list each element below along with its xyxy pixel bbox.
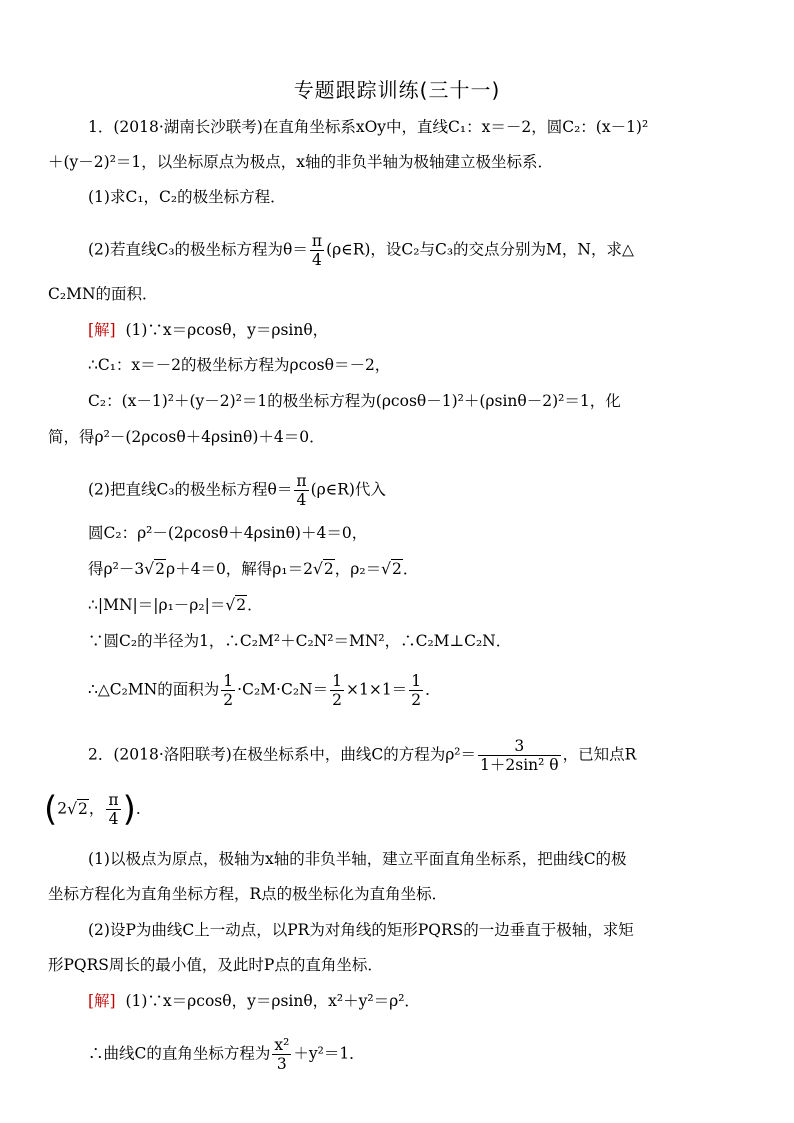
- q1-solution-2: ∴C₁：x＝－2的极坐标方程为ρcosθ＝－2，: [88, 356, 391, 374]
- fraction: $\frac{\text{x²}}{3}$: [274, 1036, 290, 1073]
- q1-part2: (2)若直线C₃的极坐标方程为θ＝ $\frac{\pi}{4}$ (ρ∈R)，设C₂与C₃的交点分别为M，N，求△: [88, 232, 634, 269]
- q2-point-r: (2√2， $\frac{\pi}{4}$ )．: [44, 789, 152, 830]
- q1-solution-5: (2)把直线C₃的极坐标方程θ＝ $\frac{\pi}{4}$ (ρ∈R)代入: [88, 472, 386, 509]
- q2-part2-line1: (2)设P为曲线C上一动点，以PR为对角线的矩形PQRS的一边垂直于极轴，求矩: [88, 921, 634, 939]
- q1-solution-3: C₂：(x－1)²＋(y－2)²＝1的极坐标方程为(ρcosθ－1)²＋(ρsinθ－2)²＝1，化: [88, 392, 621, 410]
- fraction: $\frac{\pi}{4}$: [296, 472, 307, 509]
- q2-solution-2: ∴曲线C的直角坐标方程为 $\frac{\text{x²}}{3}$ ＋y²＝1．: [88, 1036, 365, 1073]
- q1-part2-cont: C₂MN的面积．: [48, 285, 158, 303]
- q1-solution-10: ∴△C₂MN的面积为 $\frac{1}{2}$ ·C₂M·C₂N＝ $\frac{1}{2}$ ×1×1＝ $\frac{1}{2}$ ．: [88, 672, 441, 709]
- page-title: 专题跟踪训练(三十一): [293, 78, 501, 102]
- q1-solution-6: 圆C₂：ρ²－(2ρcosθ＋4ρsinθ)＋4＝0，: [88, 524, 368, 542]
- q1-solution-1: [解] (1)∵x＝ρcosθ，y＝ρsinθ，: [88, 321, 329, 339]
- q1-stem-line1: 1．(2018·湖南长沙联考)在直角坐标系xOy中，直线C₁：x＝－2，圆C₂：(x－1)²: [88, 118, 649, 136]
- q2-solution-1: [解] (1)∵x＝ρcosθ，y＝ρsinθ，x²＋y²＝ρ²．: [88, 992, 420, 1010]
- q1-solution-7: 得ρ²－3√2ρ＋4＝0，解得ρ₁＝2√2，ρ₂＝√2．: [88, 560, 419, 578]
- q2-part1-line1: (1)以极点为原点，极轴为x轴的非负半轴，建立平面直角坐标系，把曲线C的极: [88, 850, 627, 868]
- fraction: $\frac{\pi}{4}$: [311, 232, 323, 269]
- fraction: $\frac{\pi}{4}$: [108, 791, 119, 828]
- q1-solution-4: 简，得ρ²－(2ρcosθ＋4ρsinθ)＋4＝0．: [48, 428, 325, 446]
- q1-solution-8: ∴|MN|＝|ρ₁－ρ₂|＝√2．: [88, 596, 263, 614]
- solution-tag: [解]: [88, 321, 116, 339]
- solution-tag: [解]: [88, 992, 116, 1010]
- fraction: $\frac{1}{2}$: [332, 672, 342, 709]
- q2-stem-line1: 2．(2018·洛阳联考)在极坐标系中，曲线C的方程为ρ²＝ $\frac{3}{\text{1＋2sin² θ}}$ ，已知点R: [88, 737, 637, 774]
- fraction: $\frac{1}{2}$: [223, 672, 234, 709]
- q2-part1-line2: 坐标方程化为直角坐标方程，R点的极坐标化为直角坐标．: [48, 885, 448, 903]
- q1-stem-line2: ＋(y－2)²＝1，以坐标原点为极点，x轴的非负半轴为极轴建立极坐标系．: [48, 153, 554, 171]
- q2-part2-line2: 形PQRS周长的最小值，及此时P点的直角坐标．: [48, 956, 383, 974]
- fraction: $\frac{1}{2}$: [411, 672, 422, 709]
- q1-solution-9: ∵圆C₂的半径为1，∴C₂M²＋C₂N²＝MN²，∴C₂M⊥C₂N．: [88, 632, 512, 650]
- q1-part1: (1)求C₁，C₂的极坐标方程．: [88, 188, 286, 206]
- fraction: $\frac{3}{\text{1＋2sin² θ}}$: [480, 737, 559, 774]
